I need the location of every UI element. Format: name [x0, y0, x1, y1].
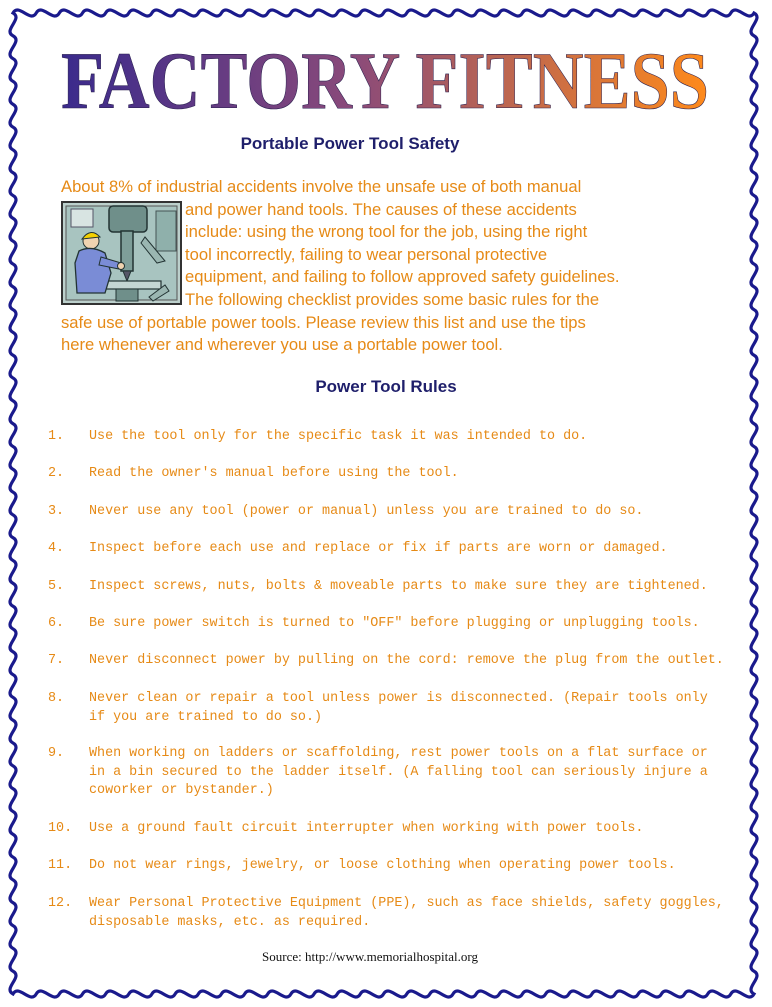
- rule-text-line: if you are trained to do so.): [89, 709, 323, 725]
- intro-line: here whenever and wherever you use a portable power tool.: [61, 335, 503, 355]
- rule-text: [89, 895, 724, 932]
- rule-text: [89, 578, 721, 597]
- rule-text-line: coworker or bystander.): [89, 783, 274, 799]
- rule-number: 1.: [48, 429, 65, 444]
- rule-number: 4.: [48, 541, 65, 556]
- rule-text: [89, 820, 721, 839]
- rule-number: 9.: [48, 746, 65, 761]
- factory-fitness-banner: [55, 28, 715, 124]
- rule-text-line: Wear Personal Protective Equipment (PPE), such as face shields, safety goggles,: [89, 896, 724, 911]
- rule-number: 3.: [48, 504, 65, 519]
- intro-line: tool incorrectly, failing to wear personal protective: [185, 244, 548, 264]
- rule-text: [89, 540, 721, 559]
- rule-text-line: Never use any tool (power or manual) unless you are trained to do so.: [89, 504, 644, 519]
- rule-number: 6.: [48, 616, 65, 631]
- intro-line: include: using the wrong tool for the job, using the right: [185, 222, 588, 242]
- rule-text-line: Be sure power switch is turned to "OFF" before plugging or unplugging tools.: [89, 616, 700, 631]
- rule-text-line: When working on ladders or scaffolding, rest power tools on a flat surface or: [89, 746, 708, 761]
- intro-line: About 8% of industrial accidents involve the unsafe use of both manual: [61, 177, 582, 196]
- rule-text-line: Inspect before each use and replace or fix if parts are worn or damaged.: [89, 541, 668, 556]
- intro-line: safe use of portable power tools. Please review this list and use the tips: [61, 312, 586, 332]
- rule-number: 8.: [48, 691, 65, 706]
- rule-text-line: disposable masks, etc. as required.: [89, 914, 371, 930]
- rule-number: 12.: [48, 896, 73, 911]
- rule-number: 11.: [48, 858, 73, 873]
- rule-text: [89, 857, 721, 876]
- rule-text: [89, 503, 721, 522]
- rule-text-line: Never disconnect power by pulling on the cord: remove the plug from the outlet.: [89, 653, 724, 668]
- rule-text: [89, 465, 721, 484]
- rule-number: 10.: [48, 821, 73, 836]
- worker-at-drill-press-icon: [61, 201, 182, 305]
- rule-text-line: Use a ground fault circuit interrupter when working with power tools.: [89, 821, 644, 836]
- rule-text: [89, 690, 721, 727]
- intro-line: and power hand tools. The causes of these accidents: [185, 199, 577, 219]
- subtitle: Portable Power Tool Safety: [240, 134, 460, 153]
- rule-text: [89, 428, 721, 447]
- rule-text-line: Do not wear rings, jewelry, or loose clothing when operating power tools.: [89, 858, 676, 873]
- rule-text: [89, 652, 724, 671]
- rule-text-line: Read the owner's manual before using the tool.: [89, 466, 459, 481]
- rule-text-line: in a bin secured to the ladder itself. (A falling tool can seriously injure a: [89, 764, 708, 780]
- rule-text-line: Inspect screws, nuts, bolts & moveable parts to make sure they are tightened.: [89, 579, 708, 594]
- rule-number: 5.: [48, 579, 65, 594]
- intro-line: equipment, and failing to follow approved safety guidelines.: [185, 267, 620, 287]
- rule-number: 7.: [48, 653, 65, 668]
- source-citation: Source: http://www.memorialhospital.org: [262, 949, 478, 964]
- rule-text-line: Never clean or repair a tool unless power is disconnected. (Repair tools only: [89, 691, 708, 706]
- rule-text: [89, 745, 721, 801]
- rule-text-line: Use the tool only for the specific task it was intended to do.: [89, 429, 588, 444]
- rule-number: 2.: [48, 466, 65, 481]
- banner-title: FACTORY FITNESS: [61, 35, 709, 126]
- intro-line: The following checklist provides some basic rules for the: [185, 289, 600, 309]
- rules-title: Power Tool Rules: [315, 377, 457, 396]
- rule-text: [89, 615, 721, 634]
